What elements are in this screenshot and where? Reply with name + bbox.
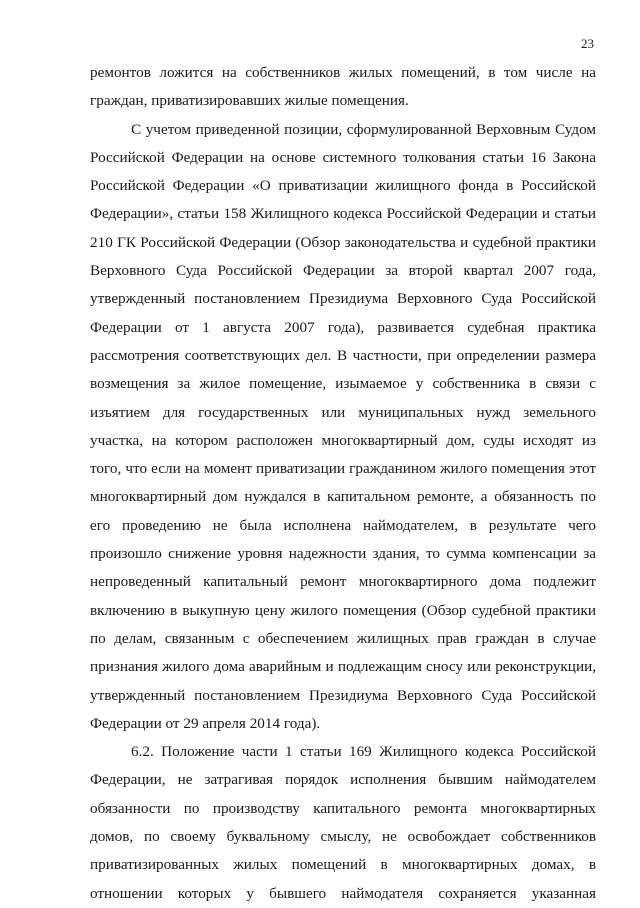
text-line: С учетом приведенной позиции, сформулированной Верховным Судом: [131, 120, 596, 138]
text-line: того, что если на момент приватизации гражданином жилого помещения этот: [90, 460, 596, 478]
text-line: Федерации от 29 апреля 2014 года).: [90, 714, 321, 732]
text-line: включению в выкупную цену жилого помещения (Обзор судебной практики: [90, 601, 596, 619]
text-line: его проведению не была исполнена наймодателем, в результате чего: [90, 516, 596, 534]
body-text: [90, 59, 596, 908]
text-line: непроведенный капитальный ремонт многоквартирного дома подлежит: [90, 573, 596, 591]
text-line: утвержденный постановлением Президиума Верховного Суда Российской: [90, 290, 596, 308]
text-line: Федерации», статьи 158 Жилищного кодекса Российской Федерации и статьи: [90, 205, 596, 223]
text-line: Российской Федерации «О приватизации жилищного фонда в Российской: [90, 177, 596, 195]
text-line: 6.2. Положение части 1 статьи 169 Жилищного кодекса Российской: [131, 743, 596, 761]
text-line: утвержденный постановлением Президиума Верховного Суда Российской: [90, 686, 596, 704]
text-line: изъятием для государственных или муниципальных нужд земельного: [90, 403, 596, 421]
text-line: обязанности по производству капитального ремонта многоквартирных: [90, 799, 596, 817]
text-line: многоквартирный дом нуждался в капитальном ремонте, а обязанность по: [90, 488, 596, 506]
text-line: приватизированных жилых помещений в многоквартирных домах, в: [90, 856, 596, 874]
text-line: Федерации, не затрагивая порядок исполнения бывшим наймодателем: [90, 771, 596, 789]
text-line: Федерации от 1 августа 2007 года), развивается судебная практика: [90, 318, 596, 336]
page-number: 23: [581, 36, 594, 51]
text-line: отношении которых у бывшего наймодателя сохраняется указанная: [90, 884, 596, 902]
text-line: граждан, приватизировавших жилые помещения.: [90, 92, 409, 110]
paragraph: [90, 116, 596, 739]
text-line: признания жилого дома аварийным и подлежащим сносу или реконструкции,: [90, 658, 596, 676]
text-line: Верховного Суда Российской Федерации за второй квартал 2007 года,: [90, 262, 596, 280]
text-line: возмещения за жилое помещение, изымаемое у собственника в связи с: [90, 375, 596, 393]
text-line: по делам, связанным с обеспечением жилищных прав граждан в случае: [90, 629, 596, 647]
text-line: произошло снижение уровня надежности здания, то сумма компенсации за: [90, 545, 596, 563]
paragraph: [90, 59, 596, 116]
paragraph: [90, 738, 596, 908]
text-line: 210 ГК Российской Федерации (Обзор законодательства и судебной практики: [90, 233, 596, 251]
text-line: рассмотрения соответствующих дел. В частности, при определении размера: [90, 346, 596, 364]
text-line: домов, по своему буквальному смыслу, не освобождает собственников: [90, 828, 596, 846]
text-line: участка, на котором расположен многоквартирный дом, суды исходят из: [90, 431, 596, 449]
text-line: ремонтов ложится на собственников жилых помещений, в том числе на: [90, 64, 596, 81]
text-line: Российской Федерации на основе системного толкования статьи 16 Закона: [90, 148, 596, 166]
